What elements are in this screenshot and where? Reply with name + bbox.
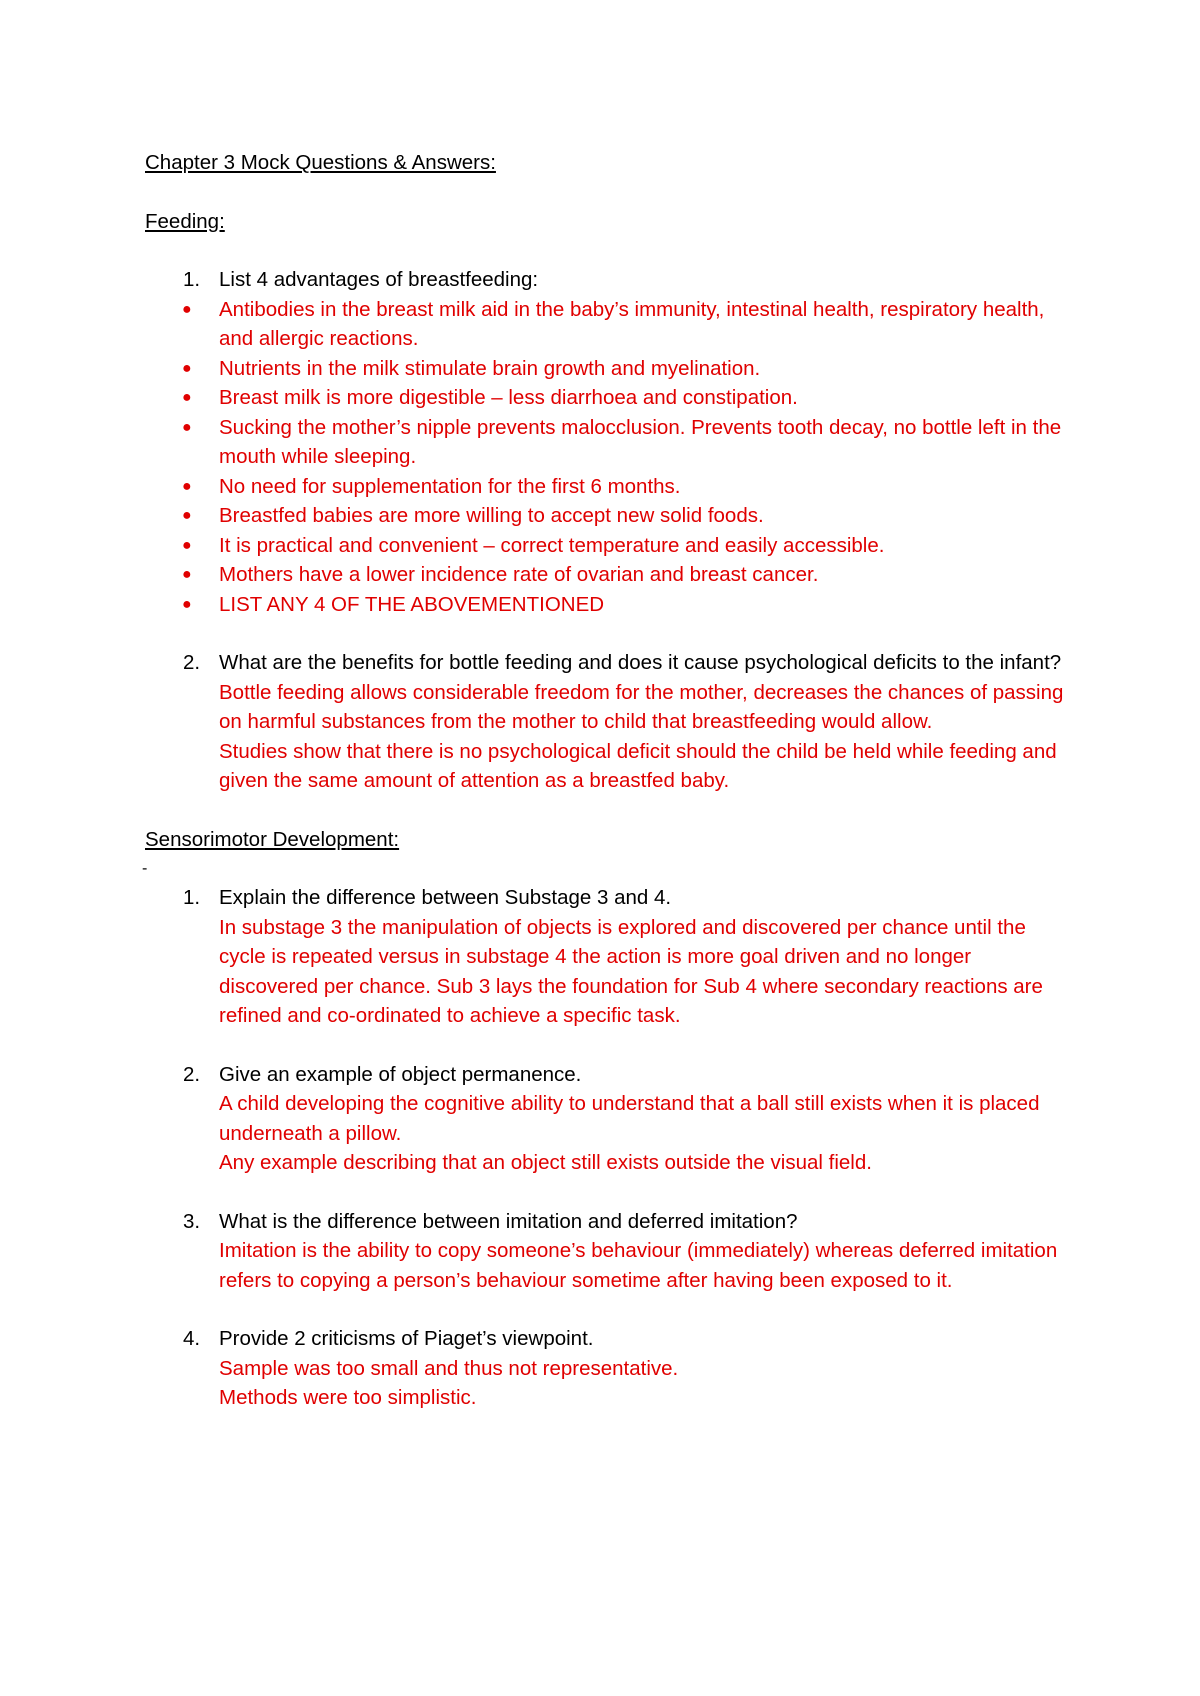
bullet-dot-icon: ● <box>182 536 192 554</box>
answer-bullet-item <box>182 501 1065 531</box>
answer-bullet-list <box>182 295 1065 620</box>
question-number: 4. <box>183 1327 201 1350</box>
bullet-text: Sucking the mother’s nipple prevents malocclusion. Prevents tooth decay, no bottle left in the mouth while sleeping. <box>219 415 1062 468</box>
question-number: 2. <box>183 651 201 674</box>
answer-bullet-item <box>182 383 1065 413</box>
bullet-text: No need for supplementation for the first 6 months. <box>219 474 681 498</box>
section-heading-sensorimotor: Sensorimotor Development: <box>145 827 400 851</box>
question-sensorimotor-4 <box>145 1324 1065 1413</box>
question-feeding-1 <box>145 265 1065 619</box>
question-text: What is the difference between imitation and deferred imitation? <box>219 1209 798 1233</box>
question-number: 1. <box>183 268 201 291</box>
question-number: 1. <box>183 886 201 909</box>
page-title: Chapter 3 Mock Questions & Answers: <box>145 151 496 174</box>
answer-bullet-item <box>182 531 1065 561</box>
bullet-text: Antibodies in the breast milk aid in the baby’s immunity, intestinal health, respiratory health, and allergic reactions. <box>219 297 1045 350</box>
bullet-text: LIST ANY 4 OF THE ABOVEMENTIONED <box>219 592 605 616</box>
answer-bullet-item <box>182 472 1065 502</box>
question-text: Explain the difference between Substage 3 and 4. <box>219 886 672 909</box>
answer-text: Sample was too small and thus not representative. <box>219 1356 679 1380</box>
bullet-text: Breastfed babies are more willing to accept new solid foods. <box>219 504 764 527</box>
bullet-text: Mothers have a lower incidence rate of ovarian and breast cancer. <box>219 563 819 586</box>
answer-bullet-item <box>182 413 1065 472</box>
answer-bullet-item <box>182 354 1065 384</box>
bullet-dot-icon: ● <box>182 359 192 377</box>
answer-text: A child developing the cognitive ability to understand that a ball still exists when it is placed underneath a pillow. <box>219 1092 1040 1145</box>
answer-text: Any example describing that an object still exists outside the visual field. <box>219 1151 872 1174</box>
answer-text: Methods were too simplistic. <box>219 1386 477 1409</box>
bullet-text: It is practical and convenient – correct temperature and easily accessible. <box>219 533 885 557</box>
bullet-dot-icon: ● <box>182 418 192 436</box>
bullet-dot-icon: ● <box>182 507 192 524</box>
question-text: What are the benefits for bottle feeding and does it cause psychological deficits to the infant? <box>219 651 1062 674</box>
answer-text: Bottle feeding allows considerable freedom for the mother, decreases the chances of passing on harmful substances from the mother to child that breastfeeding would allow. <box>219 680 1064 733</box>
bullet-dot-icon: ● <box>182 595 192 613</box>
bullet-dot-icon: ● <box>182 300 192 318</box>
stray-dash: - <box>142 860 148 877</box>
question-feeding-2 <box>145 648 1065 796</box>
question-number: 2. <box>183 1062 201 1086</box>
answer-bullet-item <box>182 560 1065 590</box>
bullet-dot-icon: ● <box>182 477 192 495</box>
section-heading-feeding: Feeding: <box>145 209 225 233</box>
question-sensorimotor-2 <box>145 1060 1065 1178</box>
bullet-text: Nutrients in the milk stimulate brain growth and myelination. <box>219 356 761 380</box>
answer-bullet-item <box>182 295 1065 354</box>
answer-bullet-item <box>182 590 1065 620</box>
document-body <box>142 148 1065 1413</box>
answer-text: Studies show that there is no psychological deficit should the child be held while feeding and given the same amount of attention as a breastfed baby. <box>219 739 1057 792</box>
answer-text: In substage 3 the manipulation of objects is explored and discovered per chance until the cycle is repeated versus in substage 4 the action is more goal driven and no longer discovered per chance. Sub 3 lays the foundation for Sub 4 where secondary reactions are refined and co-ordinated to achieve a specific task. <box>219 915 1043 1027</box>
bullet-dot-icon: ● <box>182 389 192 406</box>
question-text: List 4 advantages of breastfeeding: <box>219 268 539 291</box>
question-number: 3. <box>183 1209 201 1233</box>
bullet-text: Breast milk is more digestible – less diarrhoea and constipation. <box>219 386 798 409</box>
question-text: Provide 2 criticisms of Piaget’s viewpoint. <box>219 1327 594 1350</box>
question-sensorimotor-3 <box>145 1207 1065 1296</box>
bullet-dot-icon: ● <box>182 566 192 583</box>
question-sensorimotor-1 <box>145 883 1065 1031</box>
question-text: Give an example of object permanence. <box>219 1062 582 1086</box>
answer-text: Imitation is the ability to copy someone’s behaviour (immediately) whereas deferred imitation refers to copying a person’s behaviour sometime after having been exposed to it. <box>219 1239 1058 1292</box>
